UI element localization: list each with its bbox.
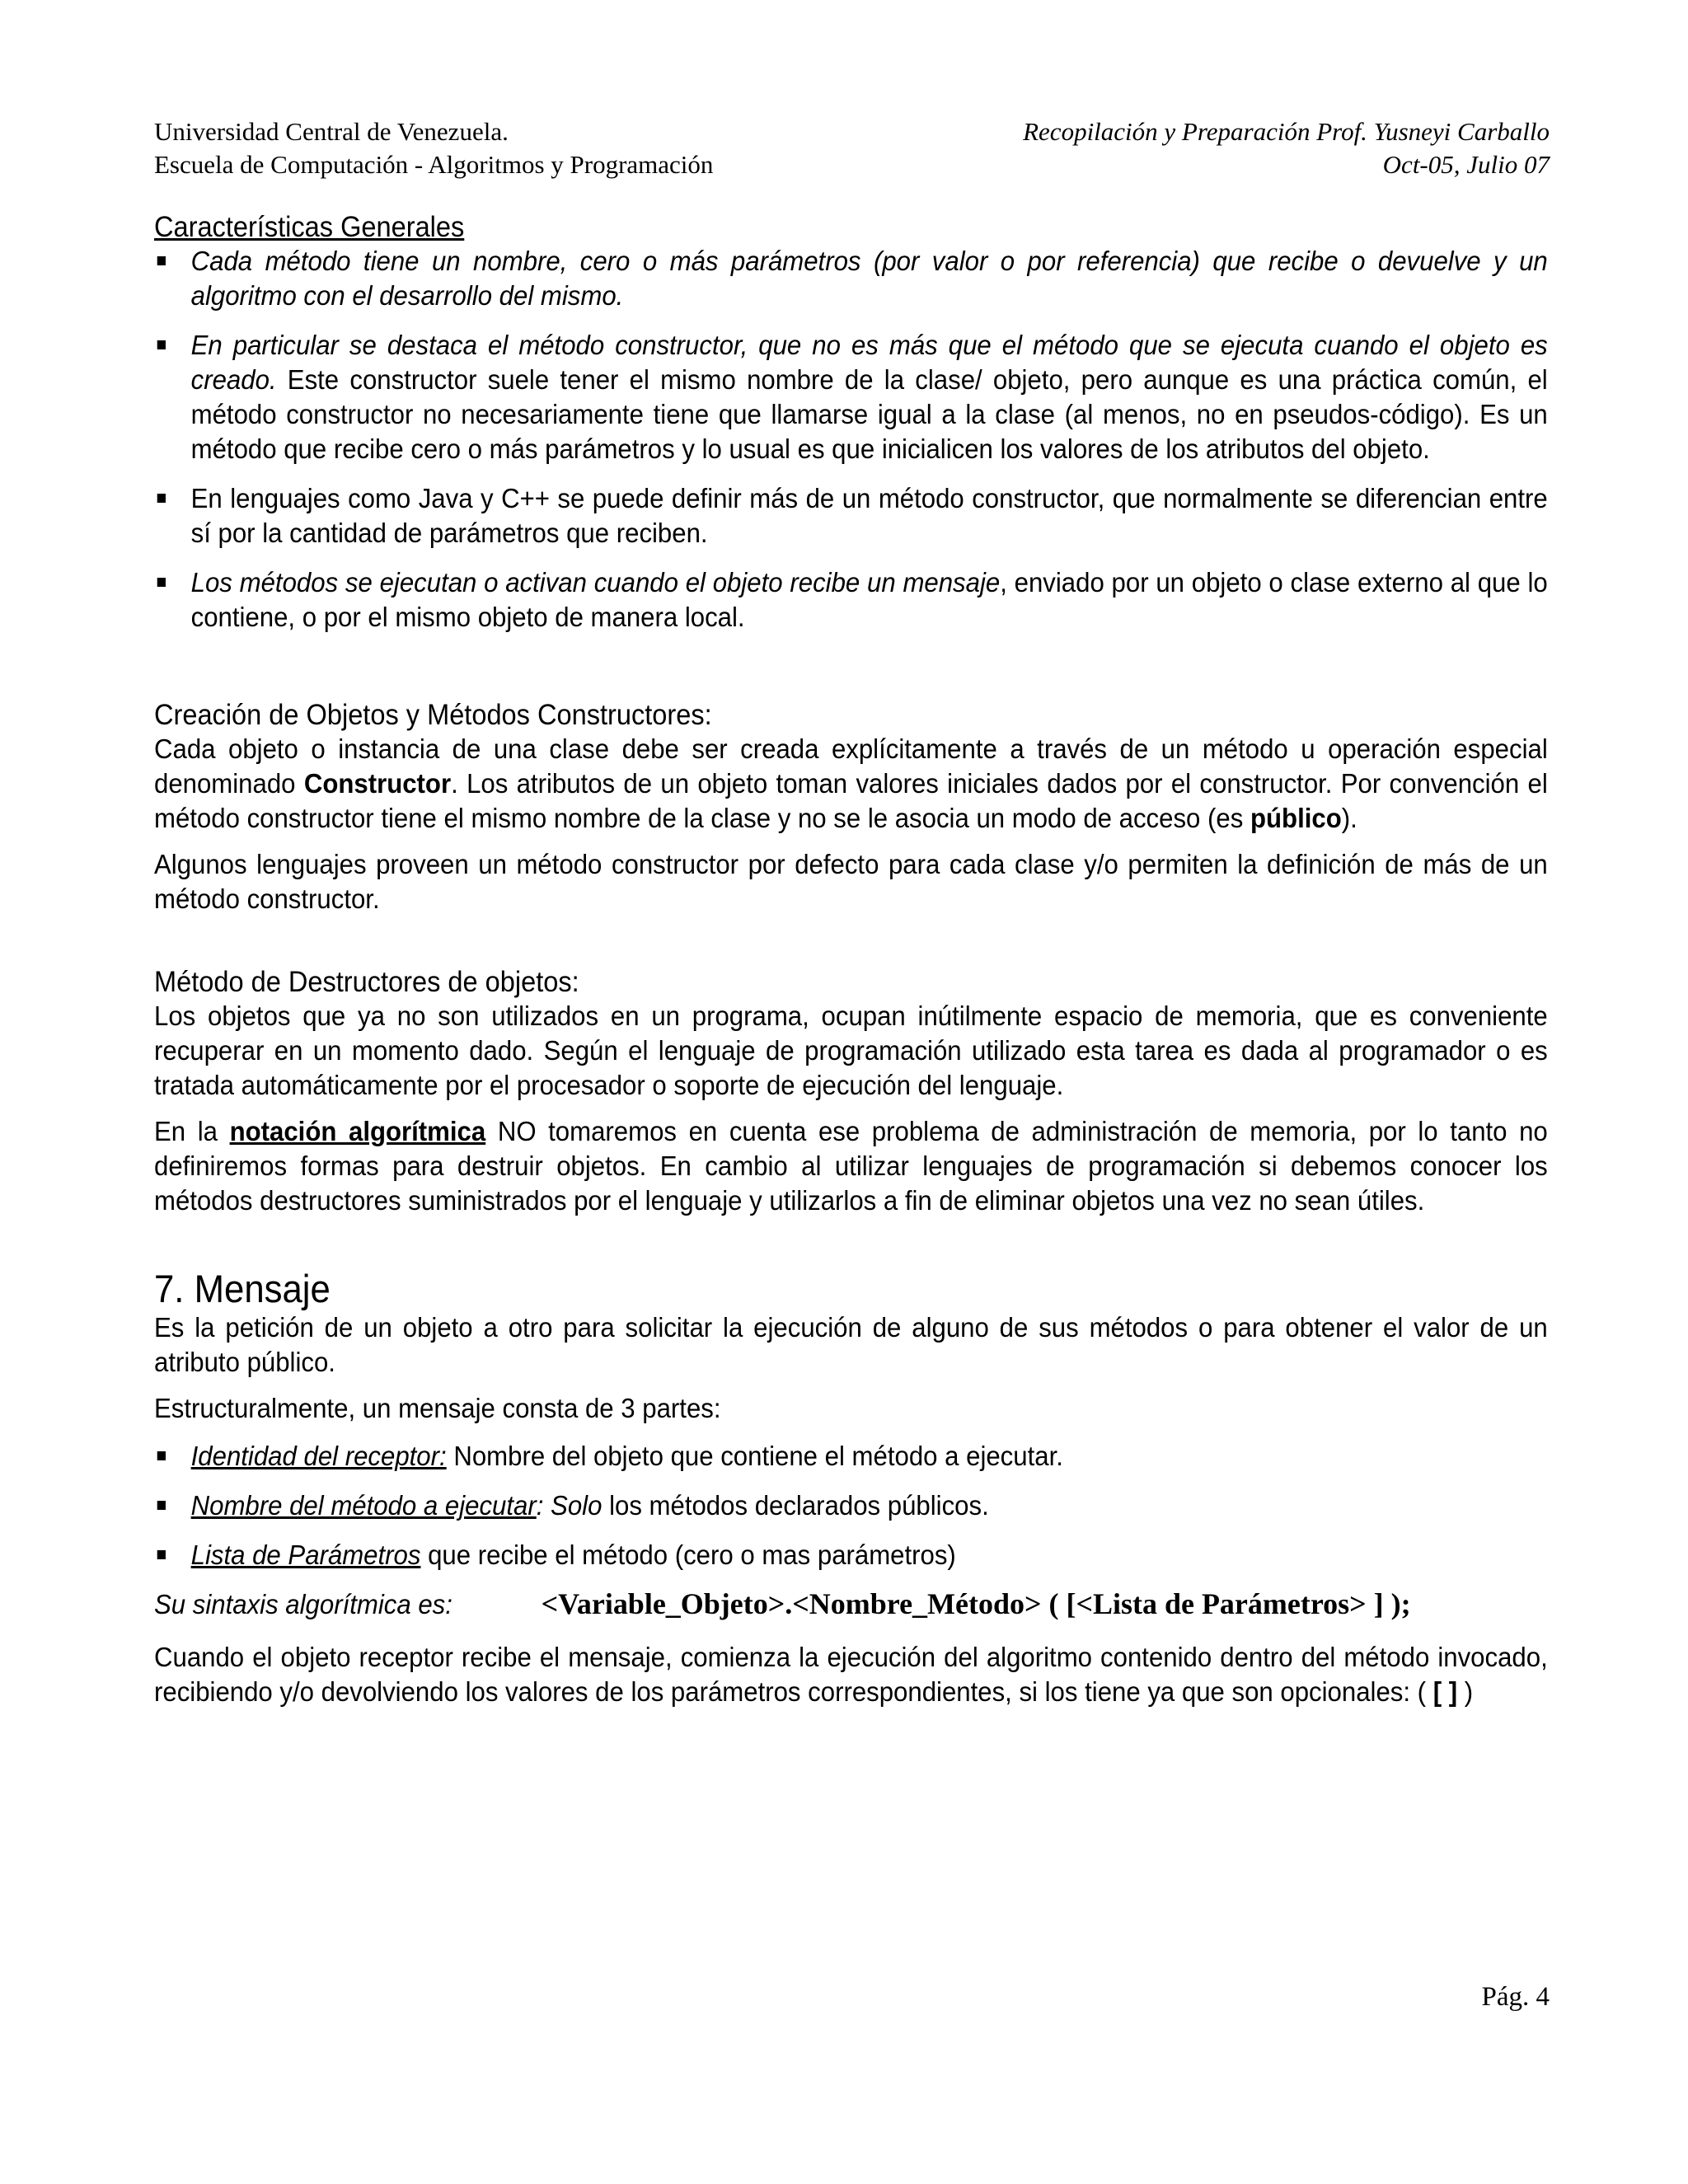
paragraph-text: ). [1341, 804, 1357, 834]
bold-term-publico: público [1250, 804, 1342, 834]
list-item-text: Nombre del objeto que contiene el método a ejecutar. [446, 1441, 1063, 1472]
list-item [154, 329, 1548, 467]
bullet-square-icon [157, 340, 166, 349]
list-item-label: Lista de Parámetros [190, 1540, 421, 1571]
header-school: Escuela de Computación - Algoritmos y Programación [154, 150, 714, 179]
paragraph-text: . Los atributos de un objeto toman valores iniciales dados por el constructor. Por convención el método constructor tiene el mismo nombre de la clase y no se le asocia un modo de acceso (es [154, 769, 1548, 834]
list-item [154, 482, 1548, 551]
paragraph-text: En la [154, 1117, 230, 1147]
underlined-term-notacion: notación algorítmica [229, 1117, 486, 1147]
header-author: Recopilación y Preparación Prof. Yusneyi Carballo [1023, 117, 1550, 146]
bold-brackets: [ ] [1432, 1677, 1458, 1708]
list-item-italic-text: Los métodos se ejecutan o activan cuando el objeto recibe un mensaje [190, 568, 1001, 598]
list-item-label: Identidad del receptor: [190, 1441, 447, 1472]
syntax-label: Su sintaxis algorítmica es: [154, 1590, 452, 1620]
list-item-text: que recibe el método (cero o mas parámetros) [420, 1540, 956, 1571]
bold-term-constructor: Constructor [303, 769, 452, 799]
page-number: Pág. 4 [1481, 1982, 1550, 2012]
list-item [154, 245, 1548, 314]
paragraph: Algunos lenguajes proveen un método constructor por defecto para cada clase y/o permiten la definición de más de un método constructor. [154, 850, 1548, 915]
syntax-row [154, 1588, 1548, 1626]
section-heading-destructores: Método de Destructores de objetos: [154, 966, 579, 998]
bullet-square-icon [157, 578, 166, 587]
list-item-text: Este constructor suele tener el mismo nombre de la clase/ objeto, pero aunque es una práctica común, el método constructor no necesariamente tiene que llamarse igual a la clase (al menos, no en pseudos-código). Es un método que recibe cero o más parámetros y lo usual es que inicialicen los valores de los atributos del objeto. [190, 365, 1548, 465]
section-heading-creacion: Creación de Objetos y Métodos Constructores: [154, 699, 712, 731]
bullet-square-icon [157, 1550, 166, 1559]
document-body [154, 210, 1548, 1710]
paragraph: Es la petición de un objeto a otro para solicitar la ejecución de alguno de sus métodos o para obtener el valor de un atributo público. [154, 1313, 1548, 1378]
header-left [154, 115, 713, 181]
bullet-square-icon [157, 1501, 166, 1510]
mensaje-parts-list [154, 1440, 1548, 1573]
paragraph-text: NO tomaremos en cuenta ese problema de administración de memoria, por lo tanto no definiremos formas para destruir objetos. En cambio al utilizar lenguajes de programación si debemos conocer los métodos destructores suministrados por el lenguaje y utilizarlos a fin de eliminar objetos una vez no sean útiles. [154, 1117, 1548, 1216]
header-date: Oct-05, Julio 07 [1382, 150, 1550, 179]
paragraph: Los objetos que ya no son utilizados en un programa, ocupan inútilmente espacio de memoria, que es conveniente recuperar en un momento dado. Según el lenguaje de programación utilizado esta tarea es dada al programador o es tratada automáticamente por el procesador o soporte de ejecución del lenguaje. [154, 1001, 1548, 1101]
header-university: Universidad Central de Venezuela. [154, 117, 509, 146]
paragraph [154, 733, 1548, 837]
list-item [154, 1539, 1548, 1573]
caracteristicas-list [154, 245, 1548, 635]
list-item-italic-text: : Solo [536, 1491, 603, 1521]
bullet-square-icon [157, 256, 166, 265]
list-item-italic-text: En particular se destaca el método constructor, que no es más que el método que se ejecuta cuando el objeto es creado. [190, 330, 1548, 396]
list-item [154, 566, 1548, 635]
paragraph-text: ) [1457, 1677, 1474, 1708]
syntax-code: <Variable_Objeto>.<Nombre_Método> ( [<Lista de Parámetros> ] ); [541, 1587, 1411, 1620]
paragraph-text: Cuando el objeto receptor recibe el mensaje, comienza la ejecución del algoritmo contenido dentro del método invocado, recibiendo y/o devolviendo los valores de los parámetros correspondientes, si los tiene ya que son opcionales: ( [154, 1643, 1548, 1708]
list-item-text: los métodos declarados públicos. [602, 1491, 989, 1521]
list-item-label: Nombre del método a ejecutar [190, 1491, 537, 1521]
bullet-square-icon [157, 494, 166, 503]
paragraph-text: Cada objeto o instancia de una clase debe ser creada explícitamente a través de un método u operación especial denominado [154, 734, 1548, 799]
list-item [154, 1440, 1548, 1474]
paragraph [154, 1641, 1548, 1710]
header-right [1023, 115, 1550, 181]
bullet-square-icon [157, 1451, 166, 1460]
list-item-text: , enviado por un objeto o clase externo al que lo contiene, o por el mismo objeto de manera local. [190, 568, 1548, 633]
section-heading-caracteristicas: Características Generales [154, 211, 465, 243]
section-heading-mensaje: 7. Mensaje [154, 1267, 331, 1310]
list-item [154, 1489, 1548, 1524]
list-item-text: Cada método tiene un nombre, cero o más parámetros (por valor o por referencia) que recibe o devuelve y un algoritmo con el desarrollo del mismo. [190, 246, 1548, 312]
list-item-text: En lenguajes como Java y C++ se puede definir más de un método constructor, que normalmente se diferencian entre sí por la cantidad de parámetros que reciben. [190, 484, 1548, 549]
paragraph: Estructuralmente, un mensaje consta de 3 partes: [154, 1394, 721, 1424]
paragraph [154, 1115, 1548, 1219]
